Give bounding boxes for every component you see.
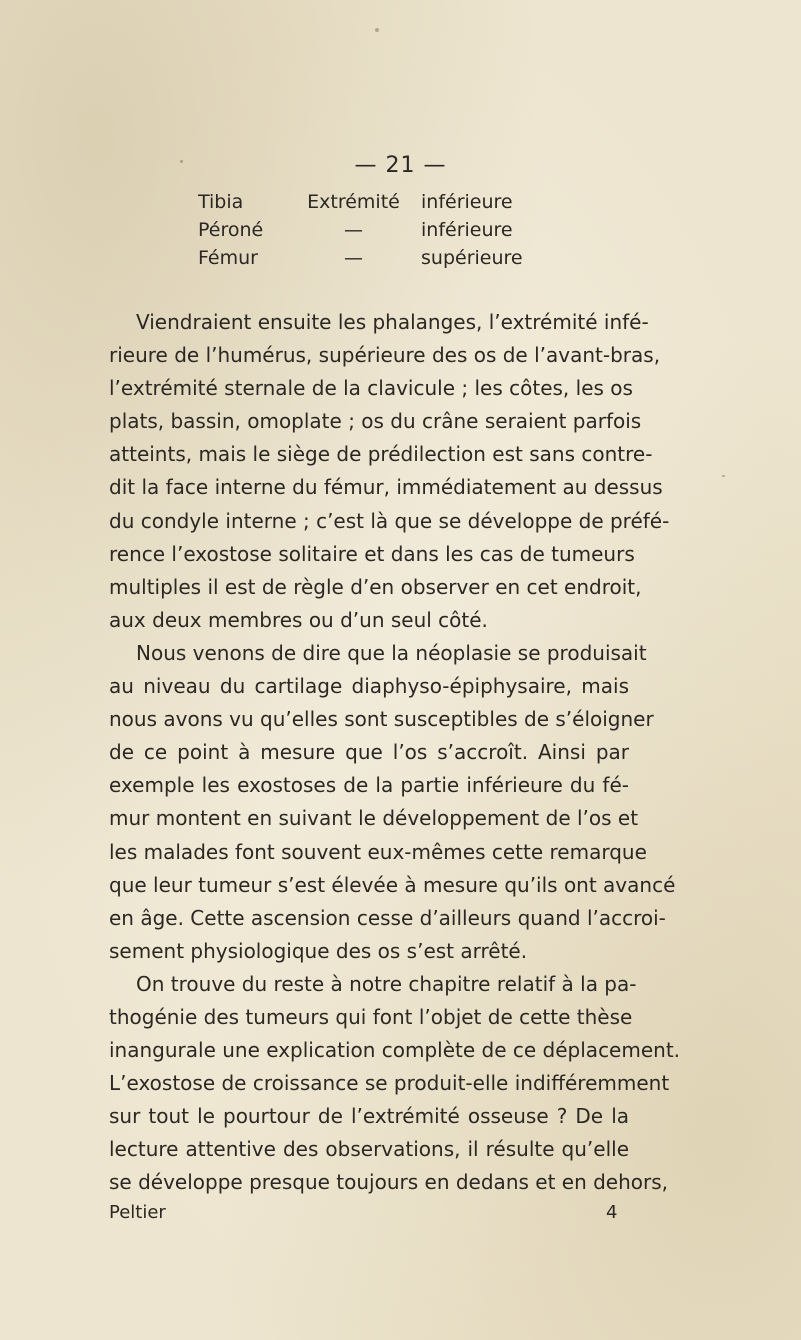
text-line: Nous venons de dire que la néoplasie se produisait — [136, 640, 647, 665]
text-line: rieure de l’humérus, supérieure des os de l’avant-bras, — [109, 343, 661, 368]
paper-speck — [375, 28, 379, 32]
text-line: atteints, mais le siège de prédilection est sans contre- — [109, 442, 653, 467]
text-line: Viendraient ensuite les phalanges, l’extrémité infé- — [136, 310, 649, 334]
text-line: en âge. Cette ascension cesse d’ailleurs quand l’accroi- — [109, 905, 666, 930]
bone-name: Tibia — [198, 191, 244, 213]
table-row — [198, 244, 523, 272]
extremity-label: — — [344, 219, 363, 241]
body-text — [109, 306, 681, 1200]
table-row — [198, 216, 523, 244]
extremity-position: inférieure — [421, 219, 513, 241]
text-line: du condyle interne ; c’est là que se développe de préfé- — [109, 508, 670, 533]
table-row — [198, 188, 523, 216]
bone-name: Péroné — [198, 219, 264, 241]
text-line: mur montent en suivant le développement de l’os et — [109, 806, 639, 831]
text-line: les malades font souvent eux-mêmes cette remarque — [109, 839, 647, 864]
paper-speck — [722, 475, 725, 477]
bone-extremity-table — [198, 188, 523, 272]
text-line: que leur tumeur s’est élevée à mesure qu’ils ont avancé — [109, 872, 676, 897]
text-line: nous avons vu qu’elles sont susceptibles de s’éloigner — [109, 707, 654, 732]
text-line: sement physiologique des os s’est arrêté. — [109, 938, 528, 963]
paper-speck — [180, 160, 183, 163]
text-line: l’extrémité sternale de la clavicule ; les côtes, les os — [109, 376, 633, 401]
text-line: rence l’exostose solitaire et dans les cas de tumeurs — [109, 541, 635, 566]
author-name: Peltier — [109, 1202, 166, 1223]
text-line: au niveau du cartilage diaphyso-épiphysaire, mais — [109, 674, 629, 699]
text-line: se développe presque toujours en dedans et en dehors, — [109, 1170, 669, 1195]
text-line: L’exostose de croissance se produit-elle indifféremment — [109, 1071, 670, 1096]
signature-mark: 4 — [606, 1202, 618, 1223]
text-line: de ce point à mesure que l’os s’accroît. Ainsi par — [109, 740, 629, 765]
text-line: thogénie des tumeurs qui font l’objet de cette thèse — [109, 1004, 633, 1029]
text-line: dit la face interne du fémur, immédiatement au dessus — [109, 475, 663, 500]
extremity-label: Extrémité — [307, 191, 400, 213]
extremity-label: — — [344, 247, 363, 269]
text-line: multiples il est de règle d’en observer en cet endroit, — [109, 574, 642, 599]
text-line: inangurale une explication complète de ce déplacement. — [109, 1038, 681, 1063]
extremity-position: supérieure — [421, 247, 523, 269]
bone-name: Fémur — [198, 247, 258, 269]
page-number: — 21 — — [354, 153, 447, 178]
text-line: sur tout le pourtour de l’extrémité osseuse ? De la — [109, 1104, 629, 1129]
text-line: exemple les exostoses de la partie inférieure du fé- — [109, 773, 629, 798]
text-line: On trouve du reste à notre chapitre relatif à la pa- — [136, 971, 637, 996]
text-line: aux deux membres ou d’un seul côté. — [109, 607, 488, 632]
text-line: plats, bassin, omoplate ; os du crâne seraient parfois — [109, 409, 642, 434]
extremity-position: inférieure — [421, 191, 513, 213]
text-line: lecture attentive des observations, il résulte qu’elle — [109, 1137, 629, 1162]
